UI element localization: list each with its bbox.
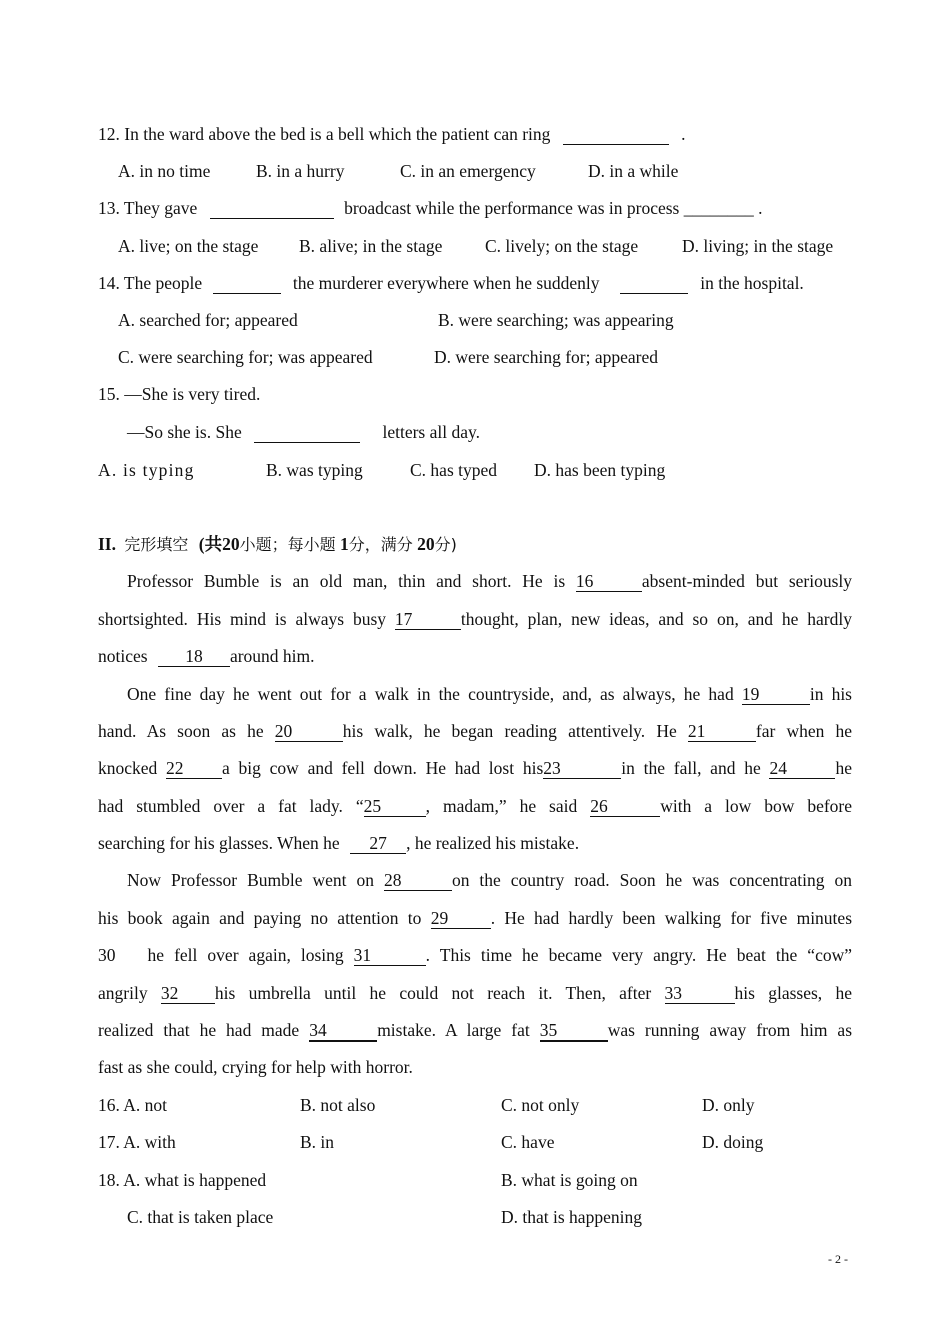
question-16-option-a: 16. A. not — [98, 1095, 168, 1115]
passage-line: his book again and paying no attention to 29 . He had hardly been walking for five minutes — [98, 908, 852, 928]
cloze-blank-32: 32 — [161, 983, 215, 1004]
question-17-option-a: 17. A. with — [98, 1132, 176, 1152]
passage-line: hand. As soon as he 20 his walk, he began reading attentively. He 21 far when he — [98, 721, 853, 741]
question-13-option-a: A. live; on the stage — [118, 236, 259, 256]
question-15-option-a: A. is typing — [98, 460, 195, 480]
passage-line: 30 he fell over again, losing 31 . This time he became very angry. He beat the “cow” — [98, 945, 852, 965]
passage-line: realized that he had made 34 mistake. A large fat 35 was running away from him as — [98, 1020, 853, 1040]
cloze-blank-16: 16 — [576, 571, 642, 592]
passage-line: Now Professor Bumble went on 28 on the country road. Soon he was concentrating on — [127, 870, 853, 890]
passage-line: angrily 32 his umbrella until he could not reach it. Then, after 33 his glasses, he — [98, 983, 853, 1003]
cloze-blank-22: 22 — [166, 758, 222, 779]
question-16-option-b: B. not also — [300, 1095, 376, 1115]
question-17-option-c: C. have — [501, 1132, 555, 1152]
cloze-number-30: 30 — [98, 945, 116, 965]
question-12-stem: 12. In the ward above the bed is a bell which the patient can ring . — [98, 124, 686, 144]
question-12-option-d: D. in a while — [588, 161, 679, 181]
answer-blank — [210, 198, 334, 219]
passage-line: shortsighted. His mind is always busy 17 thought, plan, new ideas, and so on, and he hardly — [98, 609, 853, 629]
question-14-option-a: A. searched for; appeared — [118, 310, 298, 330]
answer-blank — [254, 422, 360, 443]
passage-line: One fine day he went out for a walk in the countryside, and, as always, he had 19 in his — [127, 684, 852, 704]
answer-blank — [563, 124, 669, 145]
question-17-option-d: D. doing — [702, 1132, 764, 1152]
cloze-blank-27: 27 — [350, 833, 406, 854]
question-16-option-d: D. only — [702, 1095, 755, 1115]
question-16-option-c: C. not only — [501, 1095, 580, 1115]
cloze-blank-17: 17 — [395, 609, 461, 630]
cloze-blank-34: 34 — [309, 1020, 377, 1042]
question-12-option-b: B. in a hurry — [256, 161, 345, 181]
question-14-stem: 14. The people the murderer everywhere when he suddenly in the hospital. — [98, 273, 804, 293]
cloze-blank-24: 24 — [769, 758, 835, 779]
cloze-blank-23: 23 — [543, 758, 621, 779]
passage-line: knocked 22 a big cow and fell down. He had lost his23 in the fall, and he 24 he — [98, 758, 852, 778]
question-15-option-d: D. has been typing — [534, 460, 666, 480]
cloze-blank-35: 35 — [540, 1020, 608, 1042]
answer-blank — [620, 273, 688, 294]
answer-blank — [213, 273, 281, 294]
question-13-stem: 13. They gave broadcast while the performance was in process ________ . — [98, 198, 763, 218]
question-18-option-a: 18. A. what is happened — [98, 1170, 267, 1190]
question-13-option-c: C. lively; on the stage — [485, 236, 639, 256]
cloze-blank-19: 19 — [742, 684, 810, 705]
cloze-blank-33: 33 — [665, 983, 735, 1004]
cloze-blank-29: 29 — [431, 908, 491, 929]
question-15-line-1: 15. —She is very tired. — [98, 384, 261, 404]
section-2-heading: II. 完形填空 (共20小题；每小题 1分，满分 20分) — [98, 534, 457, 554]
cloze-blank-28: 28 — [384, 870, 452, 891]
question-17-option-b: B. in — [300, 1132, 335, 1152]
question-15-line-2: —So she is. She letters all day. — [127, 422, 480, 442]
question-13-option-d: D. living; in the stage — [682, 236, 834, 256]
cloze-blank-31: 31 — [354, 945, 426, 966]
page-number: - 2 - — [828, 1252, 848, 1266]
passage-line: notices 18 around him. — [98, 646, 315, 666]
cloze-blank-21: 21 — [688, 721, 756, 742]
question-14-option-c: C. were searching for; was appeared — [118, 347, 373, 367]
question-15-option-c: C. has typed — [410, 460, 498, 480]
cloze-blank-18: 18 — [158, 646, 230, 667]
question-18-option-d: D. that is happening — [501, 1207, 642, 1227]
cloze-blank-26: 26 — [590, 796, 660, 817]
passage-line: searching for his glasses. When he 27 , he realized his mistake. — [98, 833, 580, 853]
passage-line: fast as she could, crying for help with horror. — [98, 1057, 413, 1077]
question-14-option-d: D. were searching for; appeared — [434, 347, 658, 367]
cloze-blank-25: 25 — [364, 796, 426, 817]
question-18-option-c: C. that is taken place — [127, 1207, 274, 1227]
passage-line: Professor Bumble is an old man, thin and short. He is 16 absent-minded but seriously — [127, 571, 853, 591]
passage-line: had stumbled over a fat lady. “25 , madam,” he said 26 with a low bow before — [98, 796, 853, 816]
cloze-blank-20: 20 — [275, 721, 343, 742]
question-12-option-a: A. in no time — [118, 161, 211, 181]
question-15-option-b: B. was typing — [266, 460, 363, 480]
question-14-option-b: B. were searching; was appearing — [438, 310, 674, 330]
question-12-option-c: C. in an emergency — [400, 161, 536, 181]
question-13-option-b: B. alive; in the stage — [299, 236, 443, 256]
question-18-option-b: B. what is going on — [501, 1170, 638, 1190]
